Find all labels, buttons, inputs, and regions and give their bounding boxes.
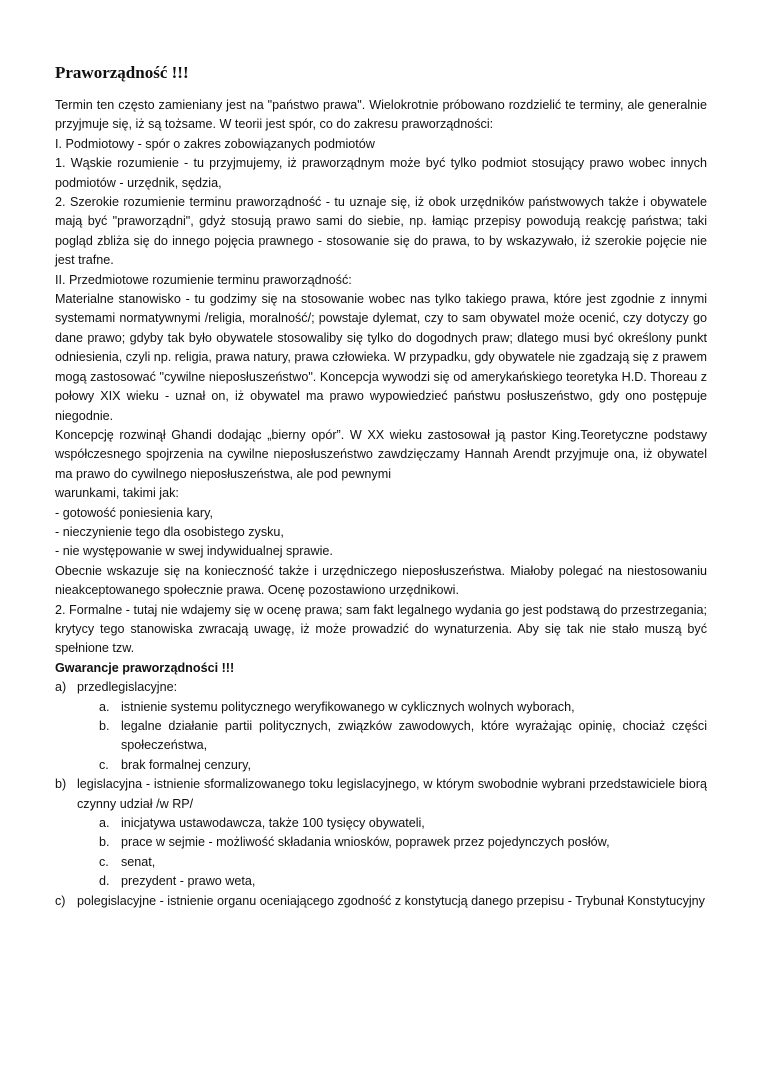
official-disobedience-paragraph: Obecnie wskazuje się na konieczność także i urzędniczego nieposłuszeństwa. Miałoby polegać na niestosowaniu nieakceptowanego społecznie prawa. Ocenę pozostawiono urzędnikowi.: [55, 563, 707, 598]
sub-list-marker: a.: [99, 816, 110, 831]
page-title: Praworządność !!!: [55, 63, 189, 82]
sub-list-marker: a.: [99, 699, 110, 714]
sub-list-item: [99, 717, 707, 756]
material-position-paragraph: Materialne stanowisko - tu godzimy się na stosowanie wobec nas tylko takiego prawa, które jest zgodnie z innymi systemami normatywnymi /religia, moralność/; powstaje dylemat, czy to sam obywatel może ocenić, czy dotyczy go dane prawo; gdyby tak było obywatele stosowaliby się tylko do dogodnych praw; dlatego musi być określony punkt odniesienia, czyli np. religia, prawa natury, prawa człowieka. W przypadku, gdy obywatele nie zgadzają się z prawem mogą zastosować "cywilne nieposłuszeństwo". Koncepcja wywodzi się od amerykańskiego teoretyka H.D. Thoreau z połowy XIX wieku - uznał on, iż obywatel ma prawo wypowiedzieć państwu posłuszeństwo, gdy ono postępuje niegodnie.: [55, 292, 707, 423]
sub-list-item: [99, 853, 707, 872]
condition-item: - nie występowanie w swej indywidualnej sprawie.: [55, 544, 333, 559]
sub-list-text: brak formalnej cenzury,: [121, 757, 251, 772]
sub-list-item: [99, 814, 707, 833]
ghandi-paragraph: Koncepcję rozwinął Ghandi dodając „bierny opór”. W XX wieku zastosował ją pastor King.Teoretyczne podstawy współczesnego spojrzenia na cywilne nieposłuszeństwo zawdzięczamy Hannah Arendt przyjmuje ona, iż obywatel ma prawo do cywilnego nieposłuszeństwa, ale pod pewnymi: [55, 427, 707, 481]
sub-list-text: prace w sejmie - możliwość składania wniosków, poprawek przez pojedynczych posłów,: [121, 835, 610, 850]
list-text: przedlegislacyjne:: [77, 680, 178, 695]
sub-list-marker: d.: [99, 874, 110, 889]
list-marker: c): [55, 893, 66, 908]
document-page: [55, 62, 707, 911]
sub-list-text: inicjatywa ustawodawcza, także 100 tysięcy obywateli,: [121, 816, 425, 831]
list-item-c: [55, 892, 707, 911]
list-marker: a): [55, 680, 67, 695]
section-2-heading: II. Przedmiotowe rozumienie terminu praworządność:: [55, 272, 352, 287]
sub-list-marker: c.: [99, 854, 109, 869]
section-1-heading: I. Podmiotowy - spór o zakres zobowiązanych podmiotów: [55, 136, 375, 151]
sub-list-marker: c.: [99, 757, 109, 772]
sub-list-item: [99, 698, 707, 717]
sub-list-item: [99, 872, 707, 891]
sub-list-text: prezydent - prawo weta,: [121, 874, 256, 889]
list-item-a: [55, 678, 707, 697]
section-1-point-2: 2. Szerokie rozumienie terminu praworządność - tu uznaje się, iż obok urzędników państwowych także i obywatele mają być "praworządni", gdyż stosują prawo sami do siebie, np. łamiąc przepisy powodują reakcję państwa; taki pogląd zbliża się do innego pojęcia prawnego - stosowanie się do prawa, to by wskazywało, iż szerokie pojęcie nie jest trafne.: [55, 195, 707, 268]
list-text: legislacyjna - istnienie sformalizowanego toku legislacyjnego, w którym swobodnie wybrani przedstawiciele biorą czynny udział /w RP/: [77, 777, 707, 811]
sub-list-text: legalne działanie partii politycznych, związków zawodowych, które wyrażając opinię, chociaż części społeczeństwa,: [121, 719, 707, 753]
formal-position-paragraph: 2. Formalne - tutaj nie wdajemy się w ocenę prawa; sam fakt legalnego wydania go jest podstawą do przestrzegania; krytycy tego stanowiska zwracają uwagę, iż może prowadzić do wynaturzenia. Aby się tak nie stało muszą być spełnione tzw.: [55, 602, 707, 656]
section-1-point-1: 1. Wąskie rozumienie - tu przyjmujemy, iż praworządnym może być tylko podmiot stosujący prawo wobec innych podmiotów - urzędnik, sędzia,: [55, 156, 707, 190]
sub-list-marker: b.: [99, 835, 110, 850]
condition-item: - gotowość poniesienia kary,: [55, 505, 213, 520]
guarantees-heading: Gwarancje praworządności !!!: [55, 660, 235, 675]
conditions-intro: warunkami, takimi jak:: [55, 486, 179, 501]
sub-list-item: [99, 756, 707, 775]
list-item-b: [55, 775, 707, 814]
sub-list-text: istnienie systemu politycznego weryfikowanego w cyklicznych wolnych wyborach,: [121, 699, 575, 714]
condition-item: - nieczynienie tego dla osobistego zysku,: [55, 524, 284, 539]
sub-list-item: [99, 833, 707, 852]
sub-list-text: senat,: [121, 854, 156, 869]
list-marker: b): [55, 777, 67, 792]
intro-paragraph: Termin ten często zamieniany jest na "państwo prawa". Wielokrotnie próbowano rozdzielić te terminy, ale generalnie przyjmuje się, iż są tożsame. W teorii jest spór, co do zakresu praworządności:: [55, 98, 707, 132]
list-text: polegislacyjne - istnienie organu oceniającego zgodność z konstytucją danego przepisu - Trybunał Konstytucyjny: [77, 893, 705, 908]
sub-list-marker: b.: [99, 719, 110, 733]
